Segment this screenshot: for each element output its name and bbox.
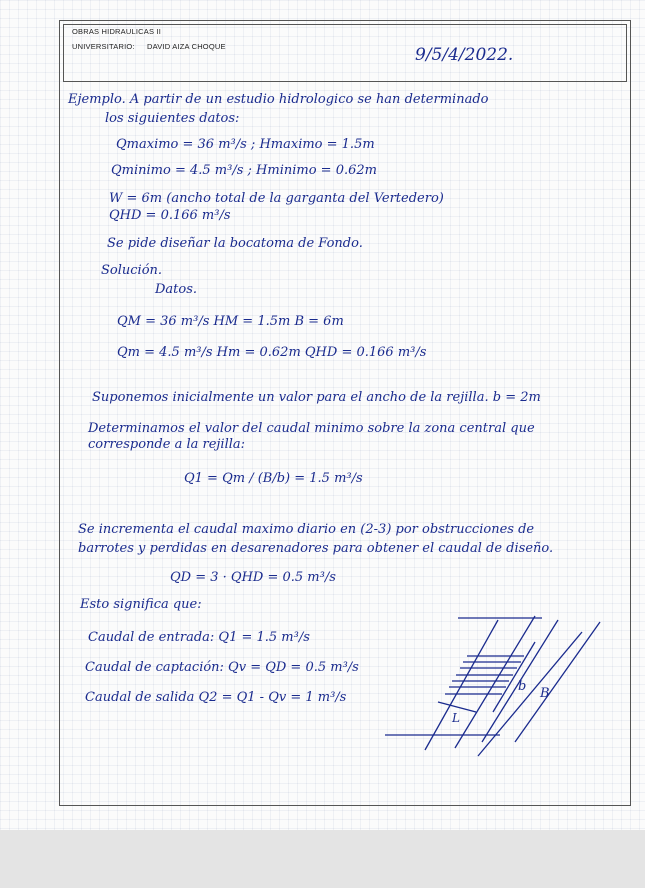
line-example-intro-2: los siguientes datos:	[105, 111, 240, 126]
line-meaning: Esto significa que:	[80, 597, 202, 612]
line-determine-2: corresponde a la rejilla:	[88, 437, 246, 452]
line-request: Se pide diseñar la bocatoma de Fondo.	[107, 236, 363, 251]
line-inflow: Caudal de entrada: Q1 = 1.5 m³/s	[88, 630, 310, 645]
student-label: UNIVERSITARIO:	[72, 42, 135, 51]
line-data-2: Qm = 4.5 m³/s Hm = 0.62m QHD = 0.166 m³/s	[117, 345, 427, 360]
line-qhd: QHD = 0.166 m³/s	[109, 208, 231, 223]
label-B: B	[540, 686, 550, 701]
line-qmin: Qminimo = 4.5 m³/s ; Hminimo = 0.62m	[111, 163, 377, 178]
line-capture: Caudal de captación: Qv = QD = 0.5 m³/s	[85, 660, 359, 675]
line-data-heading: Datos.	[155, 282, 198, 297]
line-determine: Determinamos el valor del caudal minimo sobre la zona central que	[88, 421, 535, 436]
line-increase-2: barrotes y perdidas en desarenadores para obtener el caudal de diseño.	[78, 541, 554, 556]
line-qmax: Qmaximo = 36 m³/s ; Hmaximo = 1.5m	[116, 137, 375, 152]
line-increase: Se incrementa el caudal maximo diario en (2-3) por obstrucciones de	[78, 522, 535, 537]
line-width: W = 6m (ancho total de la garganta del Vertedero)	[109, 191, 444, 206]
student-name: DAVID AIZA CHOQUE	[147, 42, 226, 51]
line-example-intro: Ejemplo. A partir de un estudio hidrologico se han determinado	[68, 92, 489, 107]
line-qd: QD = 3 · QHD = 0.5 m³/s	[170, 570, 336, 585]
label-L: L	[452, 711, 460, 725]
diagram-left-edge	[425, 620, 498, 750]
line-assume: Suponemos inicialmente un valor para el ancho de la rejilla. b = 2m	[92, 390, 541, 405]
line-outflow: Caudal de salida Q2 = Q1 - Qv = 1 m³/s	[85, 690, 347, 705]
b-dimension-line	[493, 642, 535, 712]
line-solution: Solución.	[101, 263, 163, 278]
line-data-1: QM = 36 m³/s HM = 1.5m B = 6m	[117, 314, 344, 329]
line-q1-formula: Q1 = Qm / (B/b) = 1.5 m³/s	[184, 471, 363, 486]
handwritten-date: 9/5/4/2022.	[415, 45, 514, 65]
diagram-right-edge	[515, 622, 600, 742]
label-b: b	[518, 679, 527, 694]
course-title: OBRAS HIDRAULICAS II	[72, 27, 162, 36]
